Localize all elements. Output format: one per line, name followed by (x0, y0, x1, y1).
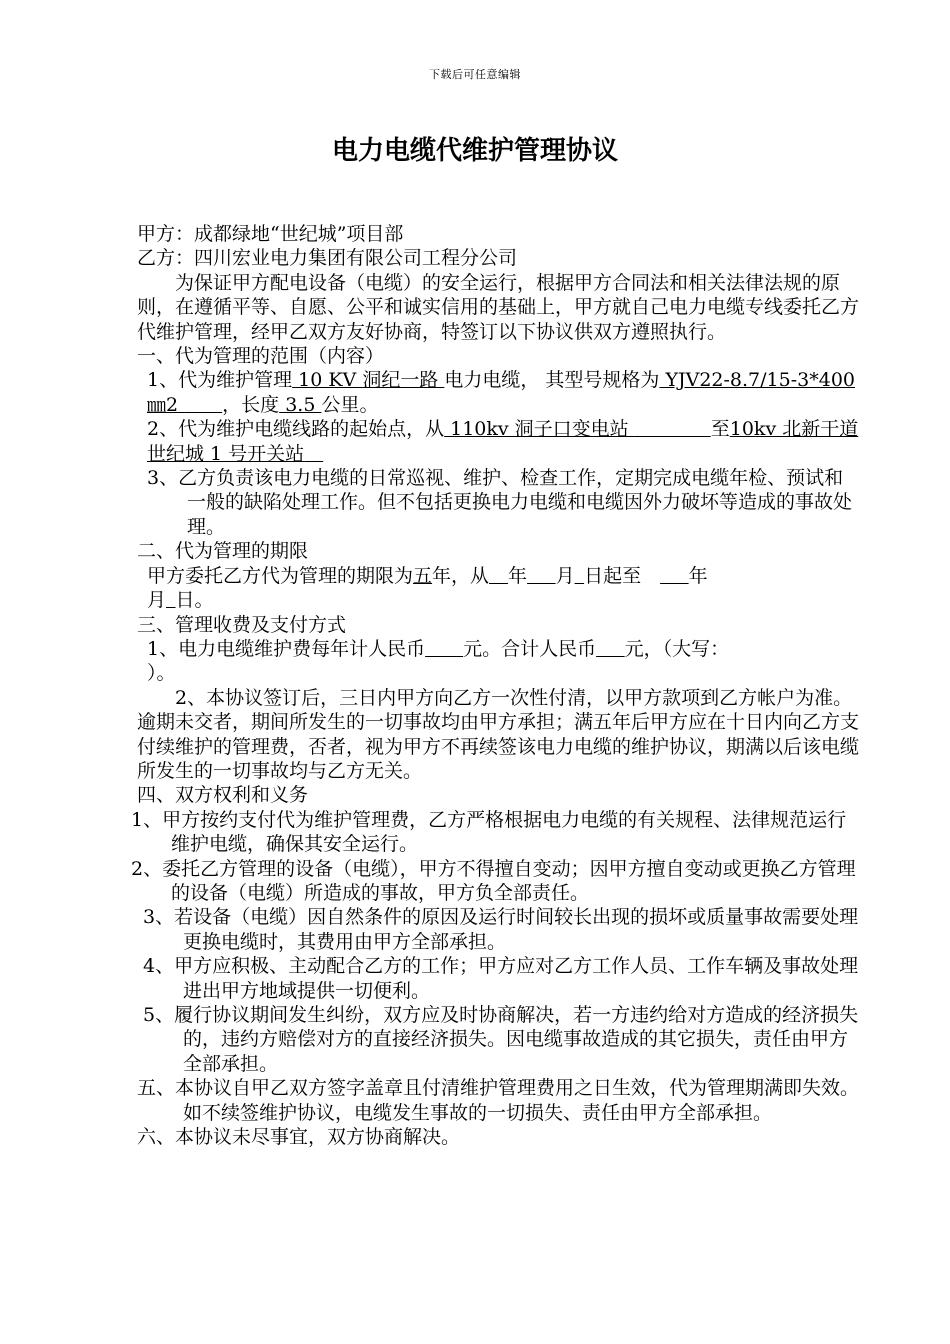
cable-voltage: 10 KV (292, 369, 363, 392)
clause-3-1-text: 1、电力电缆维护费每年计人民币 (147, 637, 426, 660)
clause-3-1-text: 元。合计人民币 (463, 637, 597, 660)
section-6: 六、本协议未尽事宜，双方协商解决。 (137, 1126, 461, 1149)
blank-total-fee (596, 638, 625, 660)
blank-annual-fee (425, 638, 463, 660)
clause-2-text: 年 (688, 564, 708, 587)
clause-3-2: 2、本协议签订后，三日内甲方向乙方一次性付清，以甲方款项到乙方帐户为准。逾期未交者，期间所发生的一切事故均由甲方承担；满五年后甲方应在十日内向乙方支付续维护的管理费，否者，视为甲方不再续签该电力电缆的维护协议，期满以后该电缆所发生的一切事故均与乙方无关。 (137, 686, 860, 782)
document-body (131, 222, 861, 1149)
cable-road: 洞纪一路 (362, 369, 445, 392)
clause-1-1-text: 电力电缆， 其型号规格为 (444, 369, 660, 392)
party-b: 乙方：四川宏业电力集团有限公司工程分公司 (137, 247, 518, 270)
clause-1-1 (137, 368, 861, 417)
clause-1-1-text: 1、代为维护管理 (147, 369, 293, 392)
clause-3-1 (137, 637, 861, 686)
page-header-note: 下载后可任意编辑 (429, 68, 521, 81)
clause-4-1: 1、甲方按约支付代为维护管理费，乙方严格根据电力电缆的有关规程、法律规范运行维护电缆，确保其安全运行。 (131, 808, 847, 856)
clause-1-1-text: ，长度 (222, 393, 280, 416)
clause-4-5: 5、履行协议期间发生纠纷，双方应及时协商解决，若一方违约给对方造成的经济损失的，违约方赔偿对方的直接经济损失。因电缆事故造成的其它损失，责任由甲方全部承担。 (143, 1004, 859, 1075)
end-point: 10kv 北新干道世纪城 1 号开关站 (147, 418, 859, 465)
underline-blank (184, 394, 222, 416)
blank-end-day (166, 589, 176, 611)
section-4-title: 四、双方权利和义务 (137, 784, 309, 807)
blank-month (527, 565, 556, 587)
clause-2-text: 月 (147, 589, 167, 612)
intro-paragraph: 为保证甲方配电设备（电缆）的安全运行，根据甲方合同法和相关法律法规的原则，在遵循平等、自愿、公平和诚实信用的基础上，甲方就自己电力电缆专线委托乙方代维护管理，经甲乙双方友好协商，特签订以下协议供双方遵照执行。 (137, 271, 860, 343)
clause-4-3: 3、若设备（电缆）因自然条件的原因及运行时间较长出现的损坏或质量事故需要处理更换电缆时，其费用由甲方全部承担。 (143, 906, 859, 953)
clause-1-2 (137, 417, 861, 466)
clause-4-4: 4、甲方应积极、主动配合乙方的工作；甲方应对乙方工作人员、工作车辆及事故处理进出甲方地域提供一切便利。 (143, 955, 859, 1002)
clause-1-2-text: 2、代为维护电缆线路的起始点，从 (147, 418, 445, 441)
document-title: 电力电缆代维护管理协议 (331, 136, 618, 166)
clause-3-1-text: ）。 (147, 662, 176, 685)
clause-1-1-text: 公里。 (321, 393, 379, 416)
clause-2 (137, 564, 861, 613)
start-point: 110kv 洞子口变电站 (444, 418, 635, 441)
underline-blank (635, 418, 711, 440)
blank-year (489, 565, 508, 587)
clause-2-text: 日起至 (584, 564, 642, 587)
section-2-title: 二、代为管理的期限 (137, 540, 309, 563)
section-3-title: 三、管理收费及支付方式 (137, 613, 347, 636)
cable-model: YJV22-8.7/15-3*400㎜2 (147, 369, 855, 416)
blank-end-year (660, 565, 689, 587)
clause-2-text: 日。 (175, 589, 214, 612)
clause-1-2-text: 至 (710, 418, 730, 441)
underline-blank (304, 443, 323, 465)
clause-4-2: 2、委托乙方管理的设备（电缆），甲方不得擅自变动；因甲方擅自变动或更换乙方管理的设备（电缆）所造成的事故，甲方负全部责任。 (131, 857, 856, 904)
term-years: 五 (413, 564, 433, 587)
blank-day (575, 565, 585, 587)
cable-length: 3.5 (279, 393, 322, 416)
clause-2-text: 年，从 (432, 564, 490, 587)
clause-2-text: 甲方委托乙方代为管理的期限为 (147, 564, 414, 587)
clause-3-1-text: 元，（大写： (624, 637, 730, 660)
clause-2-text: 月 (555, 564, 575, 587)
section-5: 五、本协议自甲乙双方签字盖章且付清维护管理费用之日生效，代为管理期满即失效。如不续签维护协议，电缆发生事故的一切损失、责任由甲方全部承担。 (137, 1077, 860, 1124)
section-1-title: 一、代为管理的范围（内容） (137, 345, 385, 368)
clause-1-3: 3、乙方负责该电力电缆的日常巡视、维护、检查工作，定期完成电缆年检、预试和一般的缺陷处理工作。但不包括更换电力电缆和电缆因外力破坏等造成的事故处理。 (147, 467, 853, 538)
party-a: 甲方：成都绿地“世纪城”项目部 (137, 223, 404, 245)
clause-2-text: 年 (508, 564, 528, 587)
